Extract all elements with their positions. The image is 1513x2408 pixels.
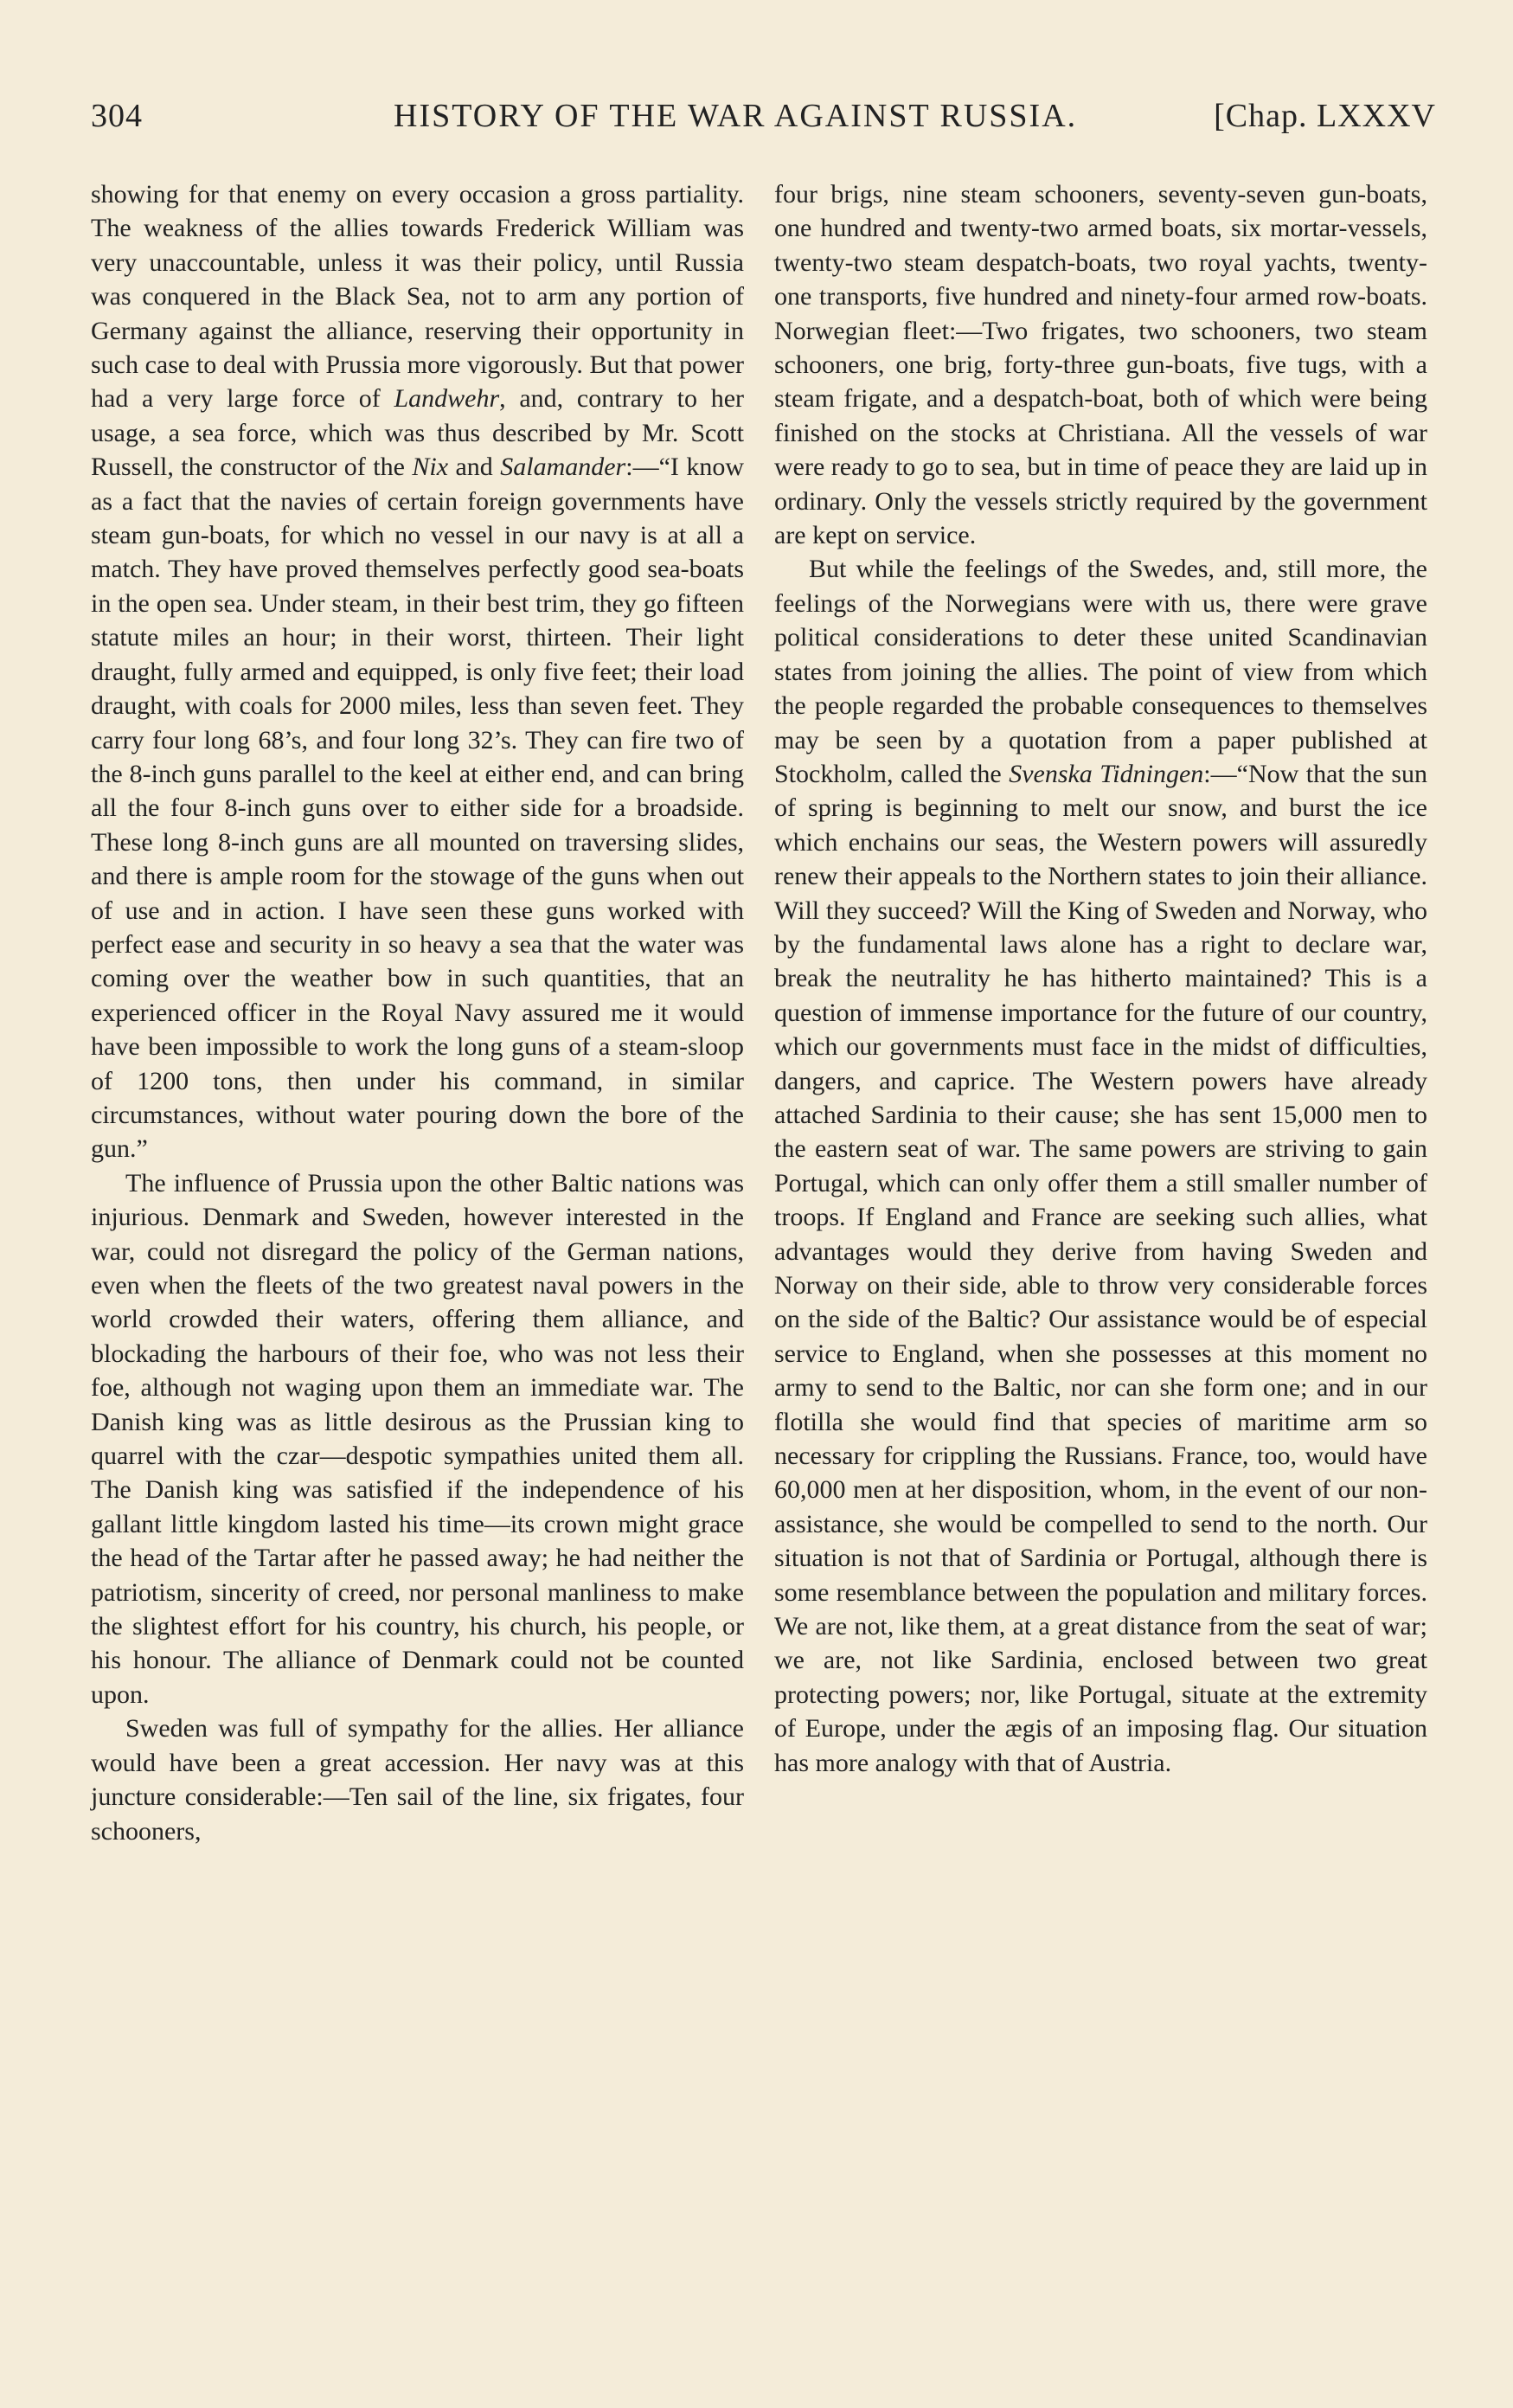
running-header — [91, 97, 1436, 149]
text-run: But while the feelings of the Swedes, and, still more, the feelings of the Norwegians were with us, there were grave political considerations to deter these united Scandinavian states from joining the allies. The point of view from which the people regarded the probable consequences to themselves may be seen by a quotation from a paper published at Stockholm, called the — [774, 555, 1427, 788]
right-column — [774, 177, 1427, 1780]
paragraph — [91, 177, 744, 1166]
text-run: :—“I know as a fact that the navies of certain foreign governments have steam gun-boats, for which no vessel in our navy is at all a match. They have proved themselves perfectly good sea-boats in the open sea. Under steam, in their best trim, they go fifteen statute miles an hour; in their worst, thirteen. Their light draught, fully armed and equipped, is only five feet; their load draught, with coals for 2000 miles, less than seven feet. They carry four long 68’s, and four long 32’s. They can fire two of the 8-inch guns parallel to the keel at either end, and can bring all the four 8-inch guns over to either side for a broadside. These long 8-inch guns are all mounted on traversing slides, and there is ample room for the stowage of the guns when out of use and in action. I have seen these guns worked with perfect ease and security in so heavy a sea that the water was coming over the weather bow in such quantities, that an experienced officer in the Royal Navy assured me it would have been impossible to work the long guns of a steam-sloop of 1200 tons, then under his command, in similar circumstances, without water pouring down the bore of the gun.” — [91, 453, 744, 1164]
paragraph: Sweden was full of sympathy for the allies. Her alliance would have been a great accession. Her navy was at this juncture considerable:—Ten sail of the line, six frigates, four schooners, — [91, 1714, 744, 1846]
text-run: , and, contrary to her usage, a sea force, which was thus described by Mr. Scott Russell, the constructor of the — [91, 384, 745, 482]
paragraph: four brigs, nine steam schooners, seventy-seven gun-boats, one hundred and twenty-two armed boats, six mortar-vessels, twenty-two steam despatch-boats, two royal yachts, twenty-one transports, five hundred and ninety-four armed row-boats. Norwegian fleet:—Two frigates, two schooners, two steam schooners, one brig, forty-three gun-boats, five tugs, with a steam frigate, and a despatch-boat, both of which were being finished on the stocks at Christiana. All the vessels of war were ready to go to sea, but in time of peace they are laid up in ordinary. Only the vessels strictly required by the government are kept on service. — [774, 180, 1427, 550]
italic-text: Landwehr — [394, 384, 500, 414]
paragraph — [774, 552, 1427, 1780]
paragraph: The influence of Prussia upon the other Baltic nations was injurious. Denmark and Sweden, however interested in the war, could not disregard the policy of the German nations, even when the fleets of the two greatest naval powers in the world crowded their waters, offering them alliance, and blockading the harbours of their foe, who was not less their foe, although not waging upon them an immediate war. The Danish king was as little desirous as the Prussian king to quarrel with the czar—despotic sympathies united them all. The Danish king was satisfied if the independence of his gallant little kingdom lasted his time—its crown might grace the head of the Tartar after he passed away; he had neither the patriotism, sincerity of creed, nor personal manliness to make the slightest effort for his country, his church, his people, or his honour. The alliance of Denmark could not be counted upon. — [91, 1168, 744, 1709]
running-title: HISTORY OF THE WAR AGAINST RUSSIA. — [394, 98, 1078, 134]
chapter-label: [Chap. LXXXV — [1214, 98, 1436, 134]
italic-text: Svenska Tidningen — [1009, 759, 1204, 788]
text-run: showing for that enemy on every occasion a gross partiality. The weakness of the allies towards Frederick William was very unaccountable, unless it was their policy, until Russia was conquered in the Black Sea, not to arm any portion of Germany against the alliance, reserving their opportunity in such case to deal with Prussia more vigorously. But that power had a very large force of — [91, 180, 744, 414]
page-number: 304 — [91, 98, 143, 134]
italic-text: Nix — [412, 453, 449, 482]
text-run: and — [448, 453, 501, 482]
italic-text: Salamander — [500, 453, 626, 482]
left-column — [91, 177, 744, 1848]
text-run: :—“Now that the sun of spring is beginning to melt our snow, and burst the ice which enchains our seas, the Western powers will assuredly renew their appeals to the Northern states to join their alliance. Will they succeed? Will the King of Sweden and Norway, who by the fundamental laws alone has a right to declare war, break the neutrality he has hitherto maintained? This is a question of immense importance for the future of our country, which our governments must face in the midst of difficulties, dangers, and caprice. The Western powers have already attached Sardinia to their cause; she has sent 15,000 men to the eastern seat of war. The same powers are striving to gain Portugal, which can only offer them a still smaller number of troops. If England and France are seeking such allies, what advantages would they derive from having Sweden and Norway on their side, able to throw very considerable forces on the side of the Baltic? Our assistance would be of especial service to England, when she possesses at this moment no army to send to the Baltic, nor can she form one; and in our flotilla she would find that species of maritime arm so necessary for crippling the Russians. France, too, would have 60,000 men at her disposition, whom, in the event of our non-assistance, she would be compelled to send to the north. Our situation is not that of Sardinia or Portugal, although there is some resemblance between the population and military forces. We are not, like them, at a great distance from the seat of war; we are, not like Sardinia, enclosed between two great protecting powers; nor, like Portugal, situate at the extremity of Europe, under the ægis of an imposing flag. Our situation has more analogy with that of Austria. — [774, 759, 1427, 1777]
